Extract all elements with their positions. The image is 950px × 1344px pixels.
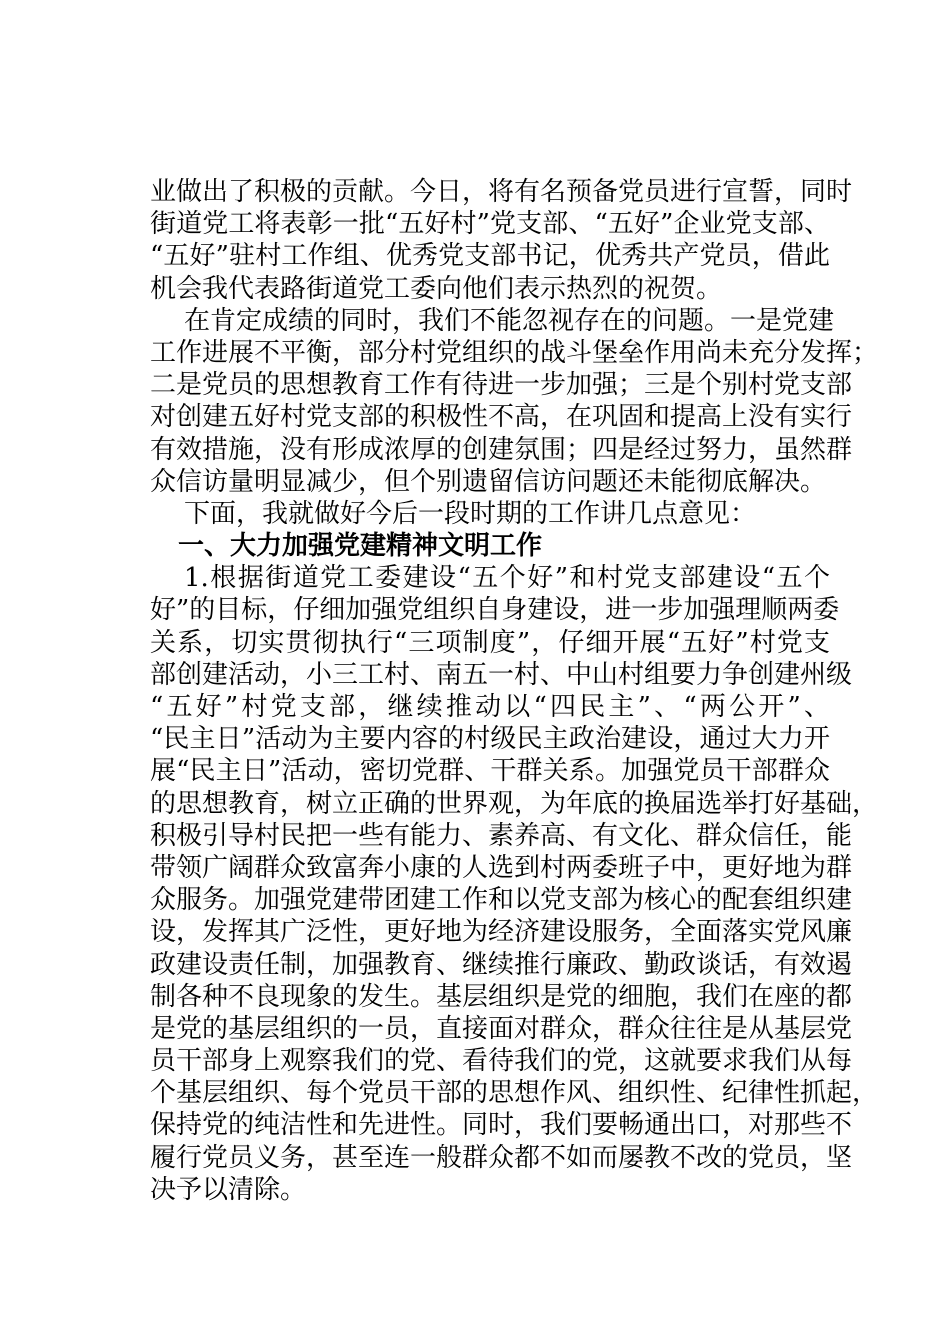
text-line: 设，发挥其广泛性，更好地为经济建设服务，全面落实党风廉 (150, 917, 853, 948)
text-line: 保持党的纯洁性和先进性。同时，我们要畅通出口，对那些不 (150, 1110, 853, 1141)
text-line: “民主日”活动为主要内容的村级民主政治建设，通过大力开 (150, 724, 830, 755)
paragraph-3 (150, 498, 830, 530)
text-line: 履行党员义务，甚至连一般群众都不如而屡教不改的党员，坚 (150, 1142, 853, 1173)
text-line: 1.根据街道党工委建设“五个好”和村党支部建设“五个 (184, 563, 830, 594)
text-line: 制各种不良现象的发生。基层组织是党的细胞，我们在座的都 (150, 981, 853, 1012)
text-line: 机会我代表路街道党工委向他们表示热烈的祝贺。 (150, 273, 723, 304)
text-line: 工作进展不平衡，部分村党组织的战斗堡垒作用尚未充分发挥； (150, 337, 879, 368)
text-line: 众服务。加强党建带团建工作和以党支部为核心的配套组织建 (150, 885, 853, 916)
text-line: 带领广阔群众致富奔小康的人选到村两委班子中，更好地为群 (150, 852, 853, 883)
text-line: 积极引导村民把一些有能力、素养高、有文化、群众信任，能 (150, 820, 853, 851)
text-line: 展“民主日”活动，密切党群、干群关系。加强党员干部群众 (150, 756, 830, 787)
text-line: 有效措施，没有形成浓厚的创建氛围；四是经过努力，虽然群 (150, 434, 853, 465)
text-line: 决予以清除。 (150, 1174, 307, 1205)
text-line: 二是党员的思想教育工作有待进一步加强；三是个别村党支部 (150, 370, 853, 401)
text-line: 政建设责任制，加强教育、继续推行廉政、勤政谈话，有效遏 (150, 949, 853, 980)
text-line: 众信访量明显减少，但个别遗留信访问题还未能彻底解决。 (150, 466, 827, 497)
text-line: 下面，我就做好今后一段时期的工作讲几点意见： (184, 498, 757, 529)
paragraph-1 (150, 176, 853, 305)
text-line: 的思想教育，树立正确的世界观，为年底的换届选举打好基础， (150, 788, 879, 819)
text-line: 业做出了积极的贡献。今日，将有名预备党员进行宣誓，同时 (150, 177, 853, 207)
text-line: 在肯定成绩的同时，我们不能忽视存在的问题。一是党建 (184, 305, 835, 336)
section-heading (150, 530, 830, 562)
text-line: 街道党工将表彰一批“五好村”党支部、“五好”企业党支部、 (150, 209, 830, 240)
text-line: 是党的基层组织的一员，直接面对群众，群众往往是从基层党 (150, 1013, 853, 1044)
text-line: 好”的目标，仔细加强党组织自身建设，进一步加强理顺两委 (150, 595, 840, 626)
text-line: “五好”村党支部，继续推动以“四民主”、“两公开”、 (150, 692, 830, 722)
text-line: 员干部身上观察我们的党、看待我们的党，这就要求我们从每 (150, 1046, 853, 1077)
paragraph-4 (150, 562, 879, 1206)
text-line: 关系，切实贯彻执行“三项制度”，仔细开展“五好”村党支 (150, 627, 830, 658)
document-body (150, 176, 879, 1206)
heading-text: 一、大力加强党建精神文明工作 (178, 531, 543, 562)
text-line: 对创建五好村党支部的积极性不高，在巩固和提高上没有实行 (150, 402, 853, 433)
paragraph-2 (150, 305, 879, 498)
text-line: 部创建活动，小三工村、南五一村、中山村组要力争创建州级 (150, 659, 853, 690)
text-line: “五好”驻村工作组、优秀党支部书记，优秀共产党员，借此 (150, 241, 830, 272)
text-line: 个基层组织、每个党员干部的思想作风、组织性、纪律性抓起， (150, 1078, 879, 1109)
